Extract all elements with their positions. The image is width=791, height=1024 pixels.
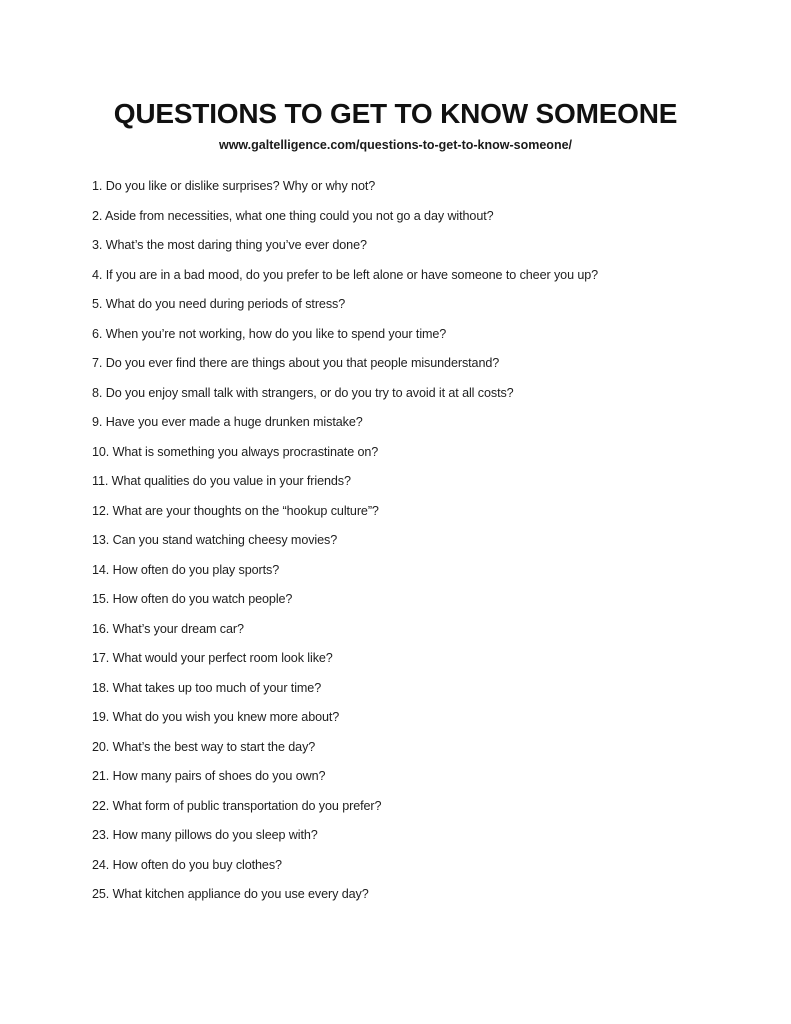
list-item: 7. Do you ever find there are things about you that people misunderstand? [92, 356, 500, 370]
list-item: 11. What qualities do you value in your friends? [92, 474, 351, 488]
list-item: 16. What’s your dream car? [92, 621, 244, 636]
list-item: 17. What would your perfect room look like? [92, 651, 333, 665]
list-item: 15. How often do you watch people? [92, 592, 293, 606]
list-item: 12. What are your thoughts on the “hookup culture”? [92, 503, 379, 518]
list-item: 24. How often do you buy clothes? [92, 857, 282, 872]
list-item: 14. How often do you play sports? [92, 562, 280, 577]
list-item: 8. Do you enjoy small talk with strangers, or do you try to avoid it at all costs? [92, 385, 514, 400]
list-item: 20. What’s the best way to start the day? [92, 739, 316, 754]
list-item: 9. Have you ever made a huge drunken mistake? [92, 415, 363, 429]
list-item: 3. What’s the most daring thing you’ve ever done? [92, 238, 367, 252]
list-item: 19. What do you wish you knew more about? [92, 710, 340, 724]
list-item: 2. Aside from necessities, what one thing could you not go a day without? [92, 208, 494, 223]
list-item: 6. When you’re not working, how do you like to spend your time? [92, 326, 447, 341]
list-item: 4. If you are in a bad mood, do you prefer to be left alone or have someone to cheer you up? [92, 267, 599, 282]
list-item: 25. What kitchen appliance do you use every day? [92, 887, 369, 901]
list-item: 13. Can you stand watching cheesy movies? [92, 533, 338, 547]
question-list [92, 176, 598, 914]
list-item: 22. What form of public transportation do you prefer? [92, 798, 382, 813]
list-item: 5. What do you need during periods of stress? [92, 297, 346, 311]
list-item: 21. How many pairs of shoes do you own? [92, 769, 326, 783]
list-item: 18. What takes up too much of your time? [92, 680, 322, 695]
source-url: www.galtelligence.com/questions-to-get-to-know-someone/ [218, 138, 573, 152]
list-item: 23. How many pillows do you sleep with? [92, 828, 318, 842]
list-item: 1. Do you like or dislike surprises? Why or why not? [92, 179, 376, 193]
page-title: QUESTIONS TO GET TO KNOW SOMEONE [113, 98, 678, 129]
list-item: 10. What is something you always procrastinate on? [92, 444, 379, 459]
